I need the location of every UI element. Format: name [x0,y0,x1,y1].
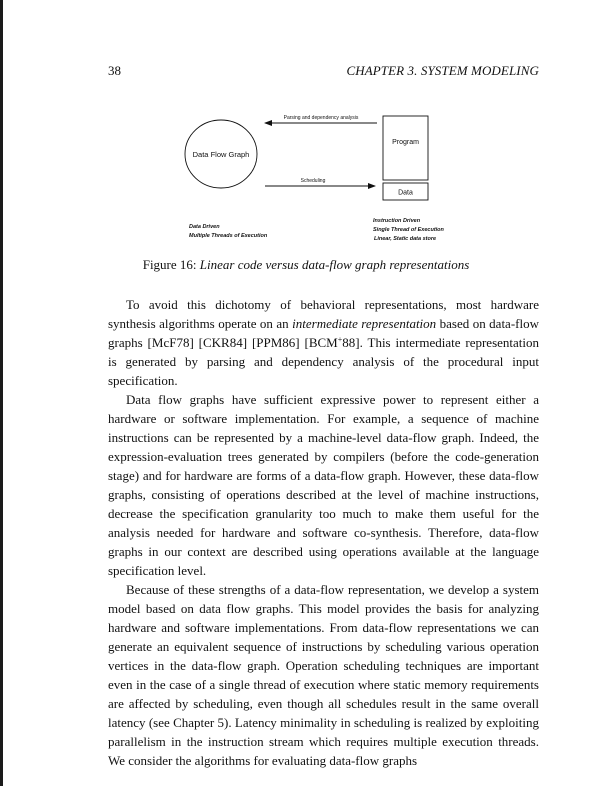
circle-label: Data Flow Graph [192,150,250,159]
chapter-title: CHAPTER 3. SYSTEM MODELING [346,63,539,78]
right-note-2: Single Thread of Execution [373,227,444,233]
left-note-2: Multiple Threads of Execution [189,233,268,239]
data-label: Data [398,189,413,197]
right-note-3: Linear, Static data store [374,236,437,242]
superscript: + [337,335,343,344]
text-run: 88]. This intermediate representation is generated by parsing and dependency analysis of the procedural input specification. [108,335,540,388]
program-label: Program [392,139,419,146]
caption-text: Linear code versus data-flow graph representations [199,257,470,272]
text-run: Because of these strengths of a data-flow representation, we develop a system model based on data flow graphs. This model provides the basis for analyzing hardware and software implementations. From data-flow representations we can generate an equivalent sequence of instructions by scheduling various operation vertices in the data-flow graph. Operation scheduling techniques are important even in the case of a single thread of execution where static memory requirements are affected by scheduling, even though all schedules result in the same overall latency (see Chapter 5). Latency minimality in scheduling is realized by exploiting parallelism in the instruction stream which requires multiple execution threads. We consider the algorithms for evaluating data-flow graphs [108,582,539,768]
paragraph [108,295,539,390]
text-run: To avoid this dichotomy of behavioral representations, most hardware synthesis algorithms operate on an [108,297,539,331]
paragraph [108,390,539,580]
page-number: 38 [108,63,121,78]
program-box [383,116,428,180]
paragraph [108,580,539,770]
emphasized-text: intermediate representation [292,316,437,331]
figure-caption [0,257,612,273]
scheduling-arrow-label: Scheduling [300,178,326,184]
text-run: based on data-flow graphs [McF78] [CKR84] [PPM86] [BCM [108,316,539,350]
caption-prefix: Figure 16: [142,257,197,272]
right-note-1: Instruction Driven [373,218,421,224]
parsing-arrow-label: Parsing and dependency analysis [283,115,359,121]
left-note-1: Data Driven [189,224,220,230]
body-text [108,295,539,770]
figure-diagram [0,0,612,250]
text-run: Data flow graphs have sufficient expressive power to represent either a hardware or software implementation. For example, a sequence of machine instructions can be represented by a machine-level data-flow graph. Indeed, the expression-evaluation trees generated by compilers (before the code-generation stage) and for hardware are forms of a data-flow graph. However, these data-flow graphs, consisting of operations described at the level of machine instructions, decrease the specification granularity too much to make them useful for the analysis needed for hardware and software co-synthesis. Therefore, data-flow graphs in our context are described using operations available at the language specification level. [108,392,539,578]
